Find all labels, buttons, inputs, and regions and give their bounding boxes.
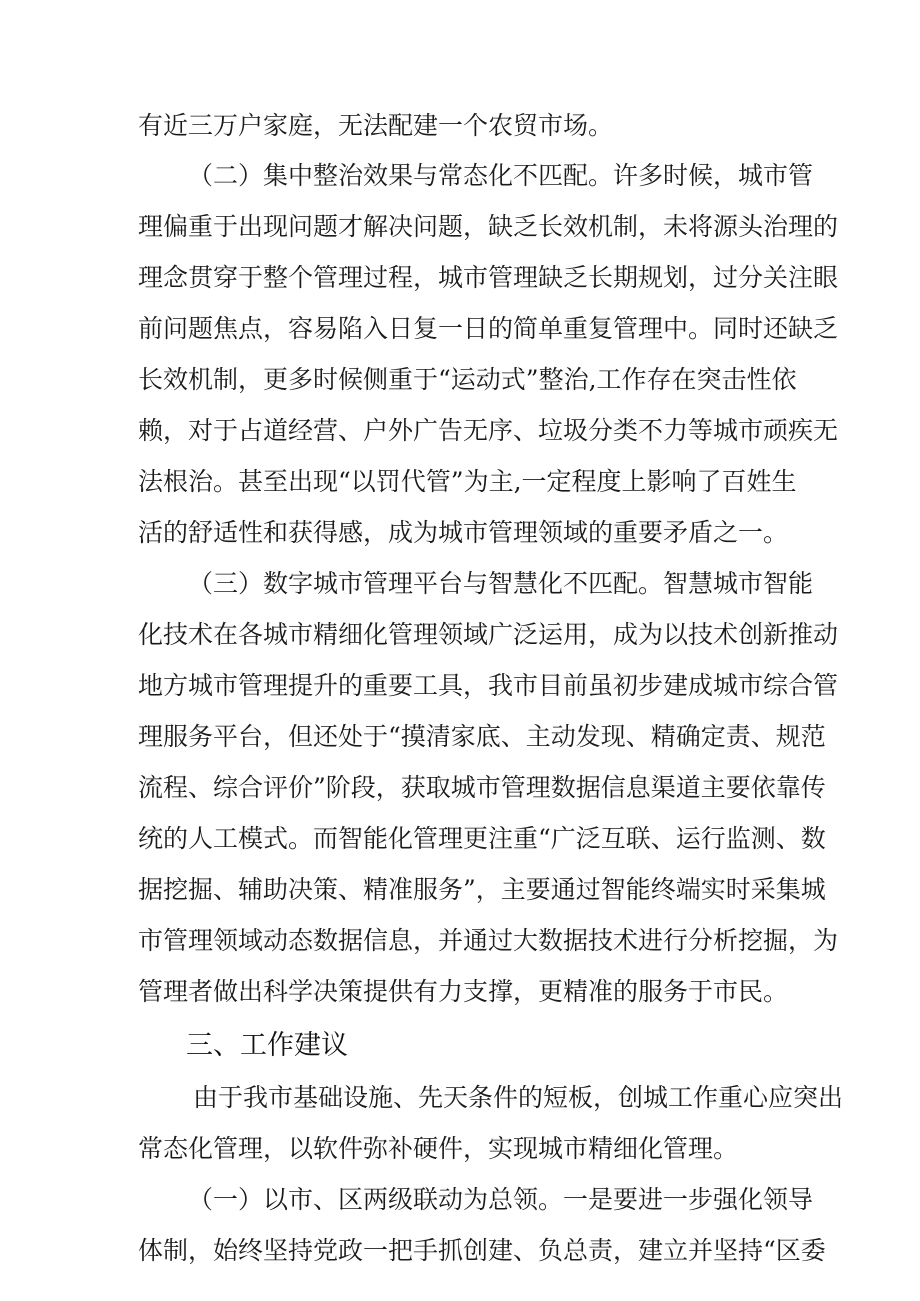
text-line: （三）数字城市管理平台与智慧化不匹配。智慧城市智能 [188,569,814,598]
text-line: 管理者做出科学决策提供有力支撑，更精准的服务于市民。 [138,977,789,1006]
text-line: 地方城市管理提升的重要工具，我市目前虽初步建成城市综合管 [138,671,839,700]
text-line: 统的人工模式。而智能化管理更注重“广泛互联、运行监测、数 [138,824,826,853]
text-line: 活的舒适性和获得感，成为城市管理领域的重要矛盾之一。 [138,518,789,547]
text-line: 长效机制，更多时候侧重于“运动式”整治,工作存在突击性依 [138,365,797,394]
text-line: 法根治。甚至出现“以罚代管”为主,一定程度上影响了百姓生 [138,467,797,496]
text-line: 理念贯穿于整个管理过程，城市管理缺乏长期规划，过分关注眼 [138,263,839,292]
text-line: 市管理领域动态数据信息，并通过大数据技术进行分析挖掘，为 [138,926,839,955]
text-line: （一）以市、区两级联动为总领。一是要进一步强化领导 [188,1185,814,1214]
text-line: 理偏重于出现问题才解决问题，缺乏长效机制，未将源头治理的 [138,212,839,241]
text-line: 有近三万户家庭，无法配建一个农贸市场。 [138,111,614,140]
text-line: 常态化管理，以软件弥补硬件，实现城市精细化管理。 [138,1134,739,1163]
text-line: 由于我市基础设施、先天条件的短板，创城工作重心应突出 [193,1083,844,1112]
text-line: 赖，对于占道经营、户外广告无序、垃圾分类不力等城市顽疾无 [138,416,839,445]
section-heading: 三、工作建议 [186,1030,348,1061]
text-line: 理服务平台，但还处于“摸清家底、主动发现、精确定责、规范 [138,722,826,751]
text-line: 据挖掘、辅助决策、精准服务”，主要通过智能终端实时采集城 [138,875,826,904]
text-line: （二）集中整治效果与常态化不匹配。许多时候，城市管 [188,161,814,190]
text-line: 流程、综合评价”阶段，获取城市管理数据信息渠道主要依靠传 [138,773,826,802]
text-line: 化技术在各城市精细化管理领域广泛运用，成为以技术创新推动 [138,620,839,649]
text-line: 体制，始终坚持党政一把手抓创建、负总责，建立并坚持“区委 [138,1236,826,1265]
text-line: 前问题焦点，容易陷入日复一日的简单重复管理中。同时还缺乏 [138,314,839,343]
